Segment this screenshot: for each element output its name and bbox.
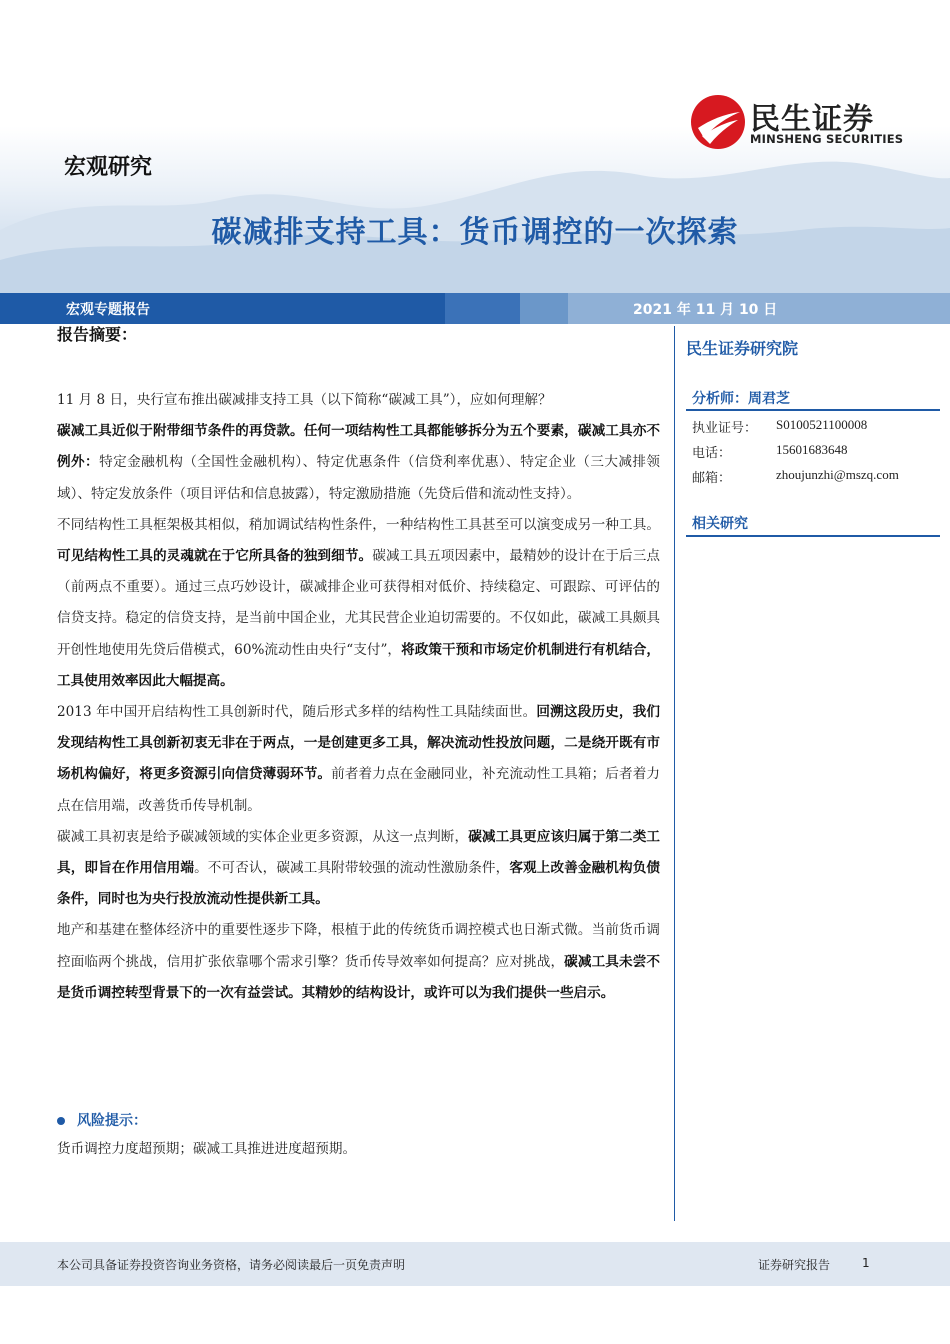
bullet-icon [57, 1117, 65, 1125]
report-category: 宏观研究 [64, 155, 153, 180]
report-date: 2021 年 11 月 10 日 [633, 302, 778, 318]
column-divider [674, 326, 675, 1221]
risk-heading [57, 1110, 147, 1130]
body-paragraph [57, 822, 660, 916]
body-text: 特定金融机构（全国性金融机构）、特定优惠条件（信贷利率优惠）、特定企业（三大减排领域）、特定发放条件（项目评估和信息披露），特定激励措施（先贷后借和流动性支持）。 [57, 454, 660, 502]
related-research-heading: 相关研究 [692, 516, 748, 532]
analyst-name: 分析师：周君芝 [692, 391, 790, 407]
body-paragraph [57, 510, 660, 697]
divider [686, 535, 940, 537]
page-number: 1 [862, 1256, 870, 1270]
analyst-info-row [692, 417, 868, 436]
analyst-info-row [692, 467, 899, 486]
logo-emblem-icon [690, 94, 746, 150]
logo-text-en: MINSHENG SECURITIES [750, 132, 904, 146]
document-type: 证券研究报告 [758, 1258, 831, 1272]
body-text: 2013 年中国开启结构性工具创新时代，随后形式多样的结构性工具陆续面世。 [57, 704, 537, 721]
abstract-heading: 报告摘要： [57, 325, 138, 344]
emphasis-text: 回溯这段历史，我们发现结构性工具创新初衷无非在于两点，一是创建更多工具，解决流动性投放问题，二是绕开既有市场机构偏好，将更多资源引向信贷薄弱环节。 [57, 704, 661, 783]
page-title: 碳减排支持工具：货币调控的一次探索 [211, 215, 739, 250]
phone-number: 15601683648 [776, 442, 848, 457]
info-label: 执业证号： [692, 421, 758, 436]
logo-text-cn: 民生证券 [750, 102, 874, 137]
divider [686, 409, 940, 411]
body-text: 11 月 8 日，央行宣布推出碳减排支持工具（以下简称“碳减工具”），应如何理解？ [57, 392, 552, 408]
analyst-info-row [692, 442, 848, 461]
body-text: 前者着力点在金融同业，补充流动性工具箱；后者着力点在信用端，改善货币传导机制。 [57, 766, 660, 814]
emphasis-text: 碳减工具未尝不是货币调控转型背景下的一次有益尝试。其精妙的结构设计，或许可以为我们提供一些启示。 [57, 953, 661, 1001]
page-footer [0, 1242, 950, 1286]
emphasis-text: 碳减工具更应该归属于第二类工具，即旨在作用信用端 [57, 828, 661, 877]
body-paragraph [57, 697, 660, 822]
body-text: 不同结构性工具框架极其相似，稍加调试结构性条件，一种结构性工具甚至可以演变成另一种工具。 [57, 516, 660, 533]
emphasis-text: 碳减工具近似于附带细节条件的再贷款。任何一项结构性工具都能够拆分为五个要素，碳减工具亦不例外： [57, 423, 660, 471]
report-type: 宏观专题报告 [66, 302, 150, 318]
abstract-body [57, 385, 660, 1009]
body-text: 碳减工具初衷是给予碳减领域的实体企业更多资源，从这一点判断， [57, 828, 469, 845]
emphasis-text: 客观上改善金融机构负债条件，同时也为央行投放流动性提供新工具。 [57, 860, 661, 908]
body-text: 碳减工具五项因素中，最精妙的设计在于后三点（前两点不重要）。通过三点巧妙设计，碳减排企业可获得相对低价、持续稳定、可跟踪、可评估的信贷支持。稳定的信贷支持，是当前中国企业，尤其民营企业迫切需要的。不仅如此，碳减工具颇具开创性地使用先贷后借模式，60%流动性由央行“支付”， [57, 548, 661, 658]
company-logo [690, 92, 920, 156]
institute-name: 民生证券研究院 [686, 339, 799, 358]
emphasis-text: 可见结构性工具的灵魂就在于它所具备的独到细节。 [57, 548, 373, 565]
body-text: 地产和基建在整体经济中的重要性逐步下降，根植于此的传统货币调控模式也日渐式微。当前货币调控面临两个挑战，信用扩张依靠哪个需求引擎？货币传导效率如何提高？应对挑战， [57, 922, 660, 970]
risk-text: 货币调控力度超预期；碳减工具推进进度超预期。 [57, 1141, 357, 1157]
email-link[interactable]: zhoujunzhi@mszq.com [776, 467, 899, 482]
body-text: 。不可否认，碳减工具附带较强的流动性激励条件， [194, 860, 510, 877]
report-info-band [0, 293, 950, 324]
body-paragraph [57, 915, 660, 1009]
body-paragraph [57, 385, 660, 416]
info-label: 邮箱： [692, 471, 732, 486]
emphasis-text: 将政策干预和市场定价机制进行有机结合，工具使用效率因此大幅提高。 [57, 641, 660, 689]
info-label: 电话： [692, 446, 732, 461]
disclaimer-text: 本公司具备证券投资咨询业务资格，请务必阅读最后一页免责声明 [57, 1258, 406, 1272]
risk-heading-label: 风险提示： [77, 1113, 147, 1129]
body-paragraph [57, 416, 660, 510]
license-number: S0100521100008 [776, 417, 868, 432]
